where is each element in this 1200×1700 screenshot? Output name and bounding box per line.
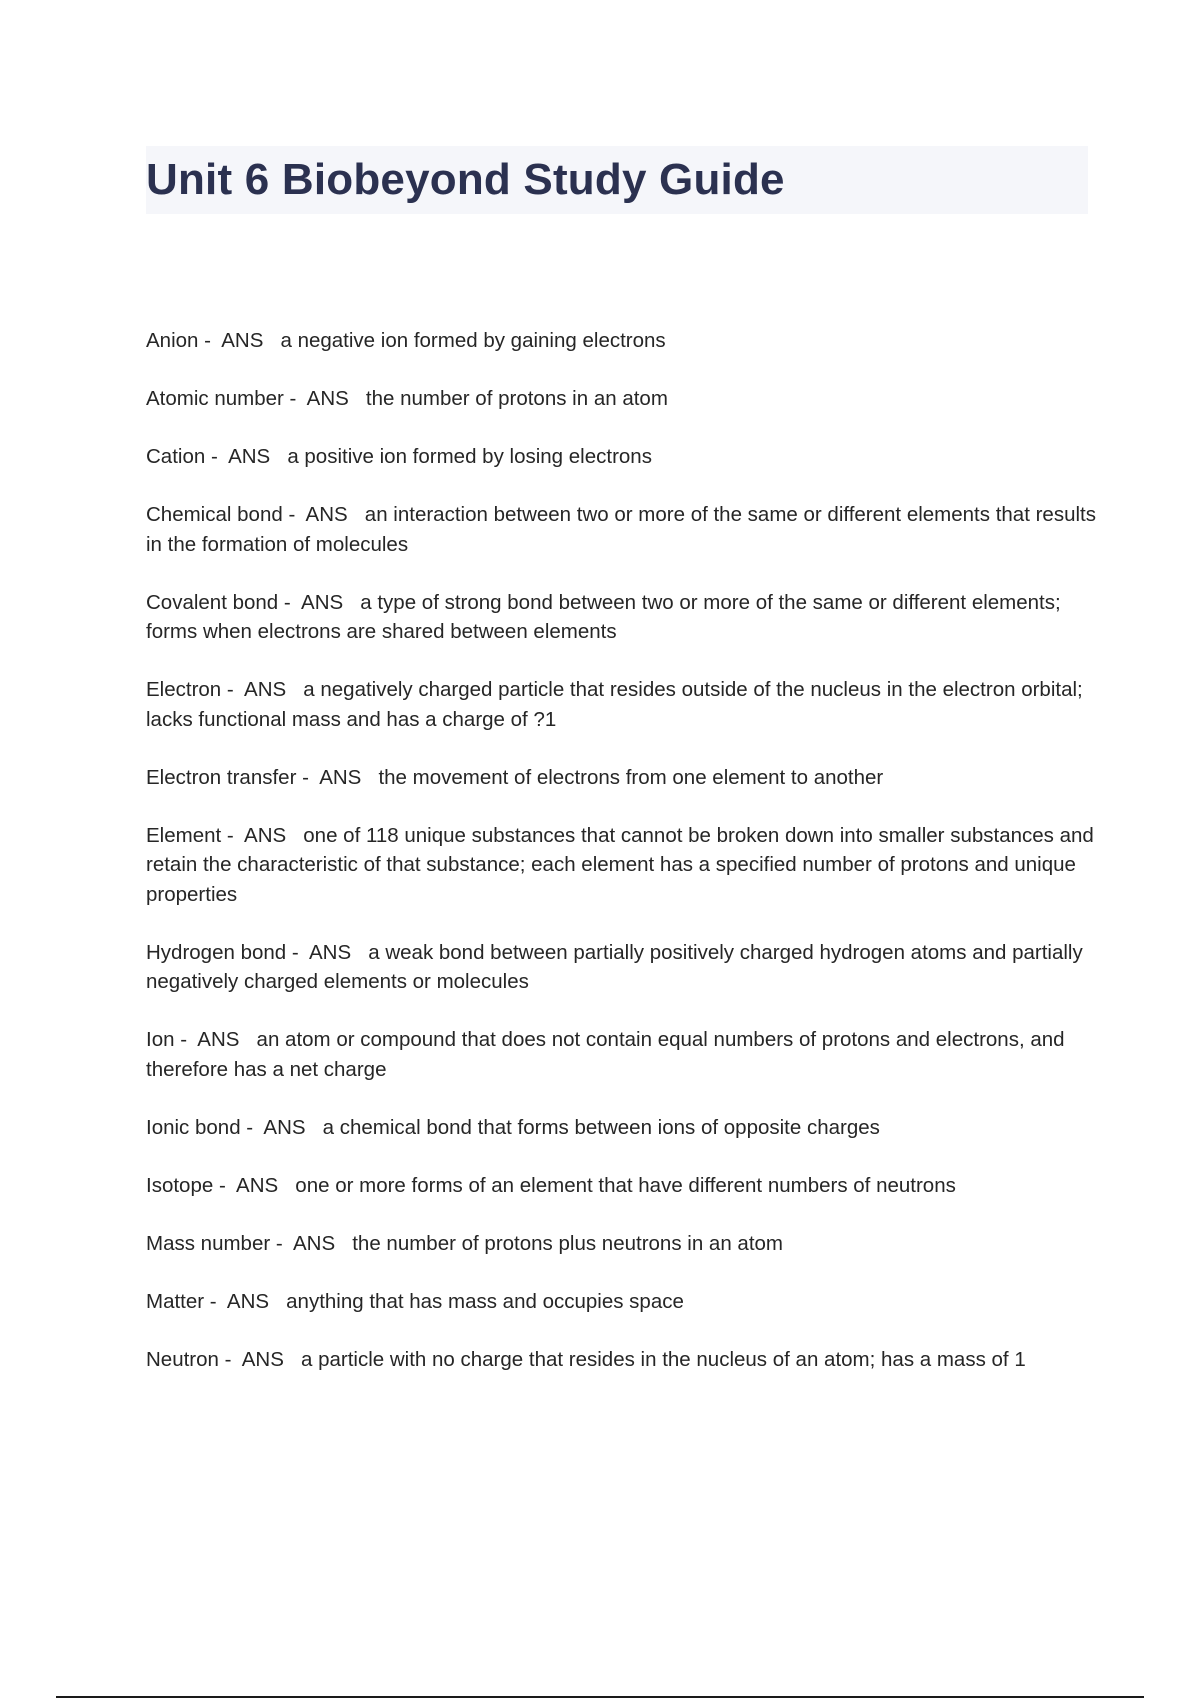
entry-term: Element [146, 823, 222, 847]
entry-term: Anion [146, 329, 199, 352]
answer-marker: ANS [319, 765, 362, 789]
entry-term: Ionic bond [146, 1115, 241, 1139]
answer-gap [286, 824, 303, 847]
entry-definition: the movement of electrons from one element to another [378, 765, 884, 789]
entry-definition: a chemical bond that forms between ions of opposite charges [322, 1115, 880, 1139]
answer-marker: ANS [306, 387, 349, 410]
entry-term: Cation [146, 445, 206, 468]
entry-term: Mass number [146, 1231, 271, 1255]
answer-marker: ANS [292, 1231, 336, 1255]
entry-separator: - [174, 1028, 198, 1051]
glossary-entry [146, 763, 1096, 793]
glossary-entry [146, 1025, 1096, 1084]
entry-separator: - [221, 823, 245, 847]
glossary-entry [146, 384, 1096, 414]
answer-gap [286, 678, 303, 701]
entry-definition: a type of strong bond between two or more of the same or different elements; forms when electrons are shared between elements [146, 590, 1061, 643]
glossary-entry [146, 1345, 1096, 1375]
entry-separator: - [198, 329, 222, 352]
glossary-entry [146, 938, 1096, 997]
glossary-entry [146, 326, 1096, 356]
entry-term: Hydrogen bond [146, 940, 287, 964]
glossary-entry [146, 1229, 1096, 1259]
entry-definition: a weak bond between partially positively charged hydrogen atoms and partially negatively charged elements or molecules [146, 940, 1083, 993]
entry-separator: - [296, 765, 320, 789]
entry-term: Covalent bond [146, 590, 279, 614]
glossary-entry [146, 1171, 1096, 1201]
answer-marker: ANS [197, 1028, 240, 1051]
entry-separator: - [283, 387, 307, 410]
entry-separator: - [204, 1289, 227, 1313]
answer-marker: ANS [263, 1115, 306, 1139]
entry-definition: the number of protons plus neutrons in an atom [352, 1231, 783, 1255]
answer-gap [335, 1232, 352, 1255]
answer-gap [270, 445, 287, 468]
entry-term: Matter [146, 1289, 205, 1313]
glossary-list [146, 326, 1096, 1403]
entry-separator: - [282, 503, 306, 526]
footer-divider [56, 1696, 1144, 1698]
title-block [146, 146, 1088, 214]
glossary-entry [146, 500, 1096, 559]
answer-gap [351, 941, 368, 964]
entry-term: Chemical bond [146, 503, 283, 526]
answer-gap [284, 1348, 301, 1371]
glossary-entry [146, 675, 1096, 734]
entry-definition: anything that has mass and occupies space [286, 1289, 684, 1313]
answer-gap [349, 387, 366, 410]
entry-definition: the number of protons in an atom [365, 387, 668, 410]
entry-definition: a negatively charged particle that resides outside of the nucleus in the electron orbital; lacks functional mass and has a charge of ?1 [146, 678, 1083, 731]
entry-definition: a positive ion formed by losing electrons [287, 445, 652, 468]
entry-term: Ion [146, 1028, 175, 1051]
answer-marker: ANS [301, 590, 344, 614]
glossary-entry [146, 821, 1096, 910]
answer-gap [343, 591, 360, 614]
entry-separator: - [270, 1231, 293, 1255]
answer-marker: ANS [228, 445, 271, 468]
entry-definition: an interaction between two or more of the same or different elements that results in the formation of molecules [146, 503, 1096, 556]
entry-separator: - [278, 590, 302, 614]
answer-marker: ANS [308, 940, 352, 964]
answer-marker: ANS [305, 503, 348, 526]
answer-marker: ANS [236, 1173, 279, 1197]
answer-marker: ANS [226, 1289, 270, 1313]
entry-definition: one of 118 unique substances that cannot be broken down into smaller substances and retain the characteristic of that substance; each element has a specified number of protons and unique properties [146, 823, 1094, 906]
answer-marker: ANS [241, 1347, 284, 1371]
answer-gap [278, 1174, 295, 1197]
entry-term: Isotope [146, 1173, 214, 1197]
answer-marker: ANS [244, 678, 287, 701]
entry-definition: a particle with no charge that resides in the nucleus of an atom; has a mass of 1 [300, 1347, 1026, 1371]
entry-separator: - [205, 445, 229, 468]
answer-gap [239, 1028, 256, 1051]
entry-separator: - [240, 1115, 264, 1139]
entry-term: Electron [146, 678, 222, 701]
answer-gap [263, 329, 280, 352]
entry-term: Neutron [146, 1347, 219, 1371]
glossary-entry [146, 442, 1096, 472]
entry-separator: - [221, 678, 245, 701]
answer-marker: ANS [244, 823, 287, 847]
answer-marker: ANS [221, 329, 264, 352]
page-title: Unit 6 Biobeyond Study Guide [146, 155, 785, 204]
entry-term: Atomic number [146, 387, 284, 410]
entry-term: Electron transfer [146, 765, 297, 789]
entry-separator: - [213, 1173, 237, 1197]
glossary-entry [146, 1113, 1096, 1143]
entry-separator: - [286, 940, 309, 964]
entry-separator: - [218, 1347, 242, 1371]
entry-definition: one or more forms of an element that have different numbers of neutrons [295, 1173, 956, 1197]
answer-gap [348, 503, 365, 526]
answer-gap [361, 766, 378, 789]
answer-gap [269, 1290, 286, 1313]
glossary-entry [146, 1287, 1096, 1317]
entry-definition: a negative ion formed by gaining electrons [280, 329, 666, 352]
answer-gap [306, 1116, 323, 1139]
entry-definition: an atom or compound that does not contain equal numbers of protons and electrons, and therefore has a net charge [146, 1028, 1065, 1081]
glossary-entry [146, 588, 1096, 647]
